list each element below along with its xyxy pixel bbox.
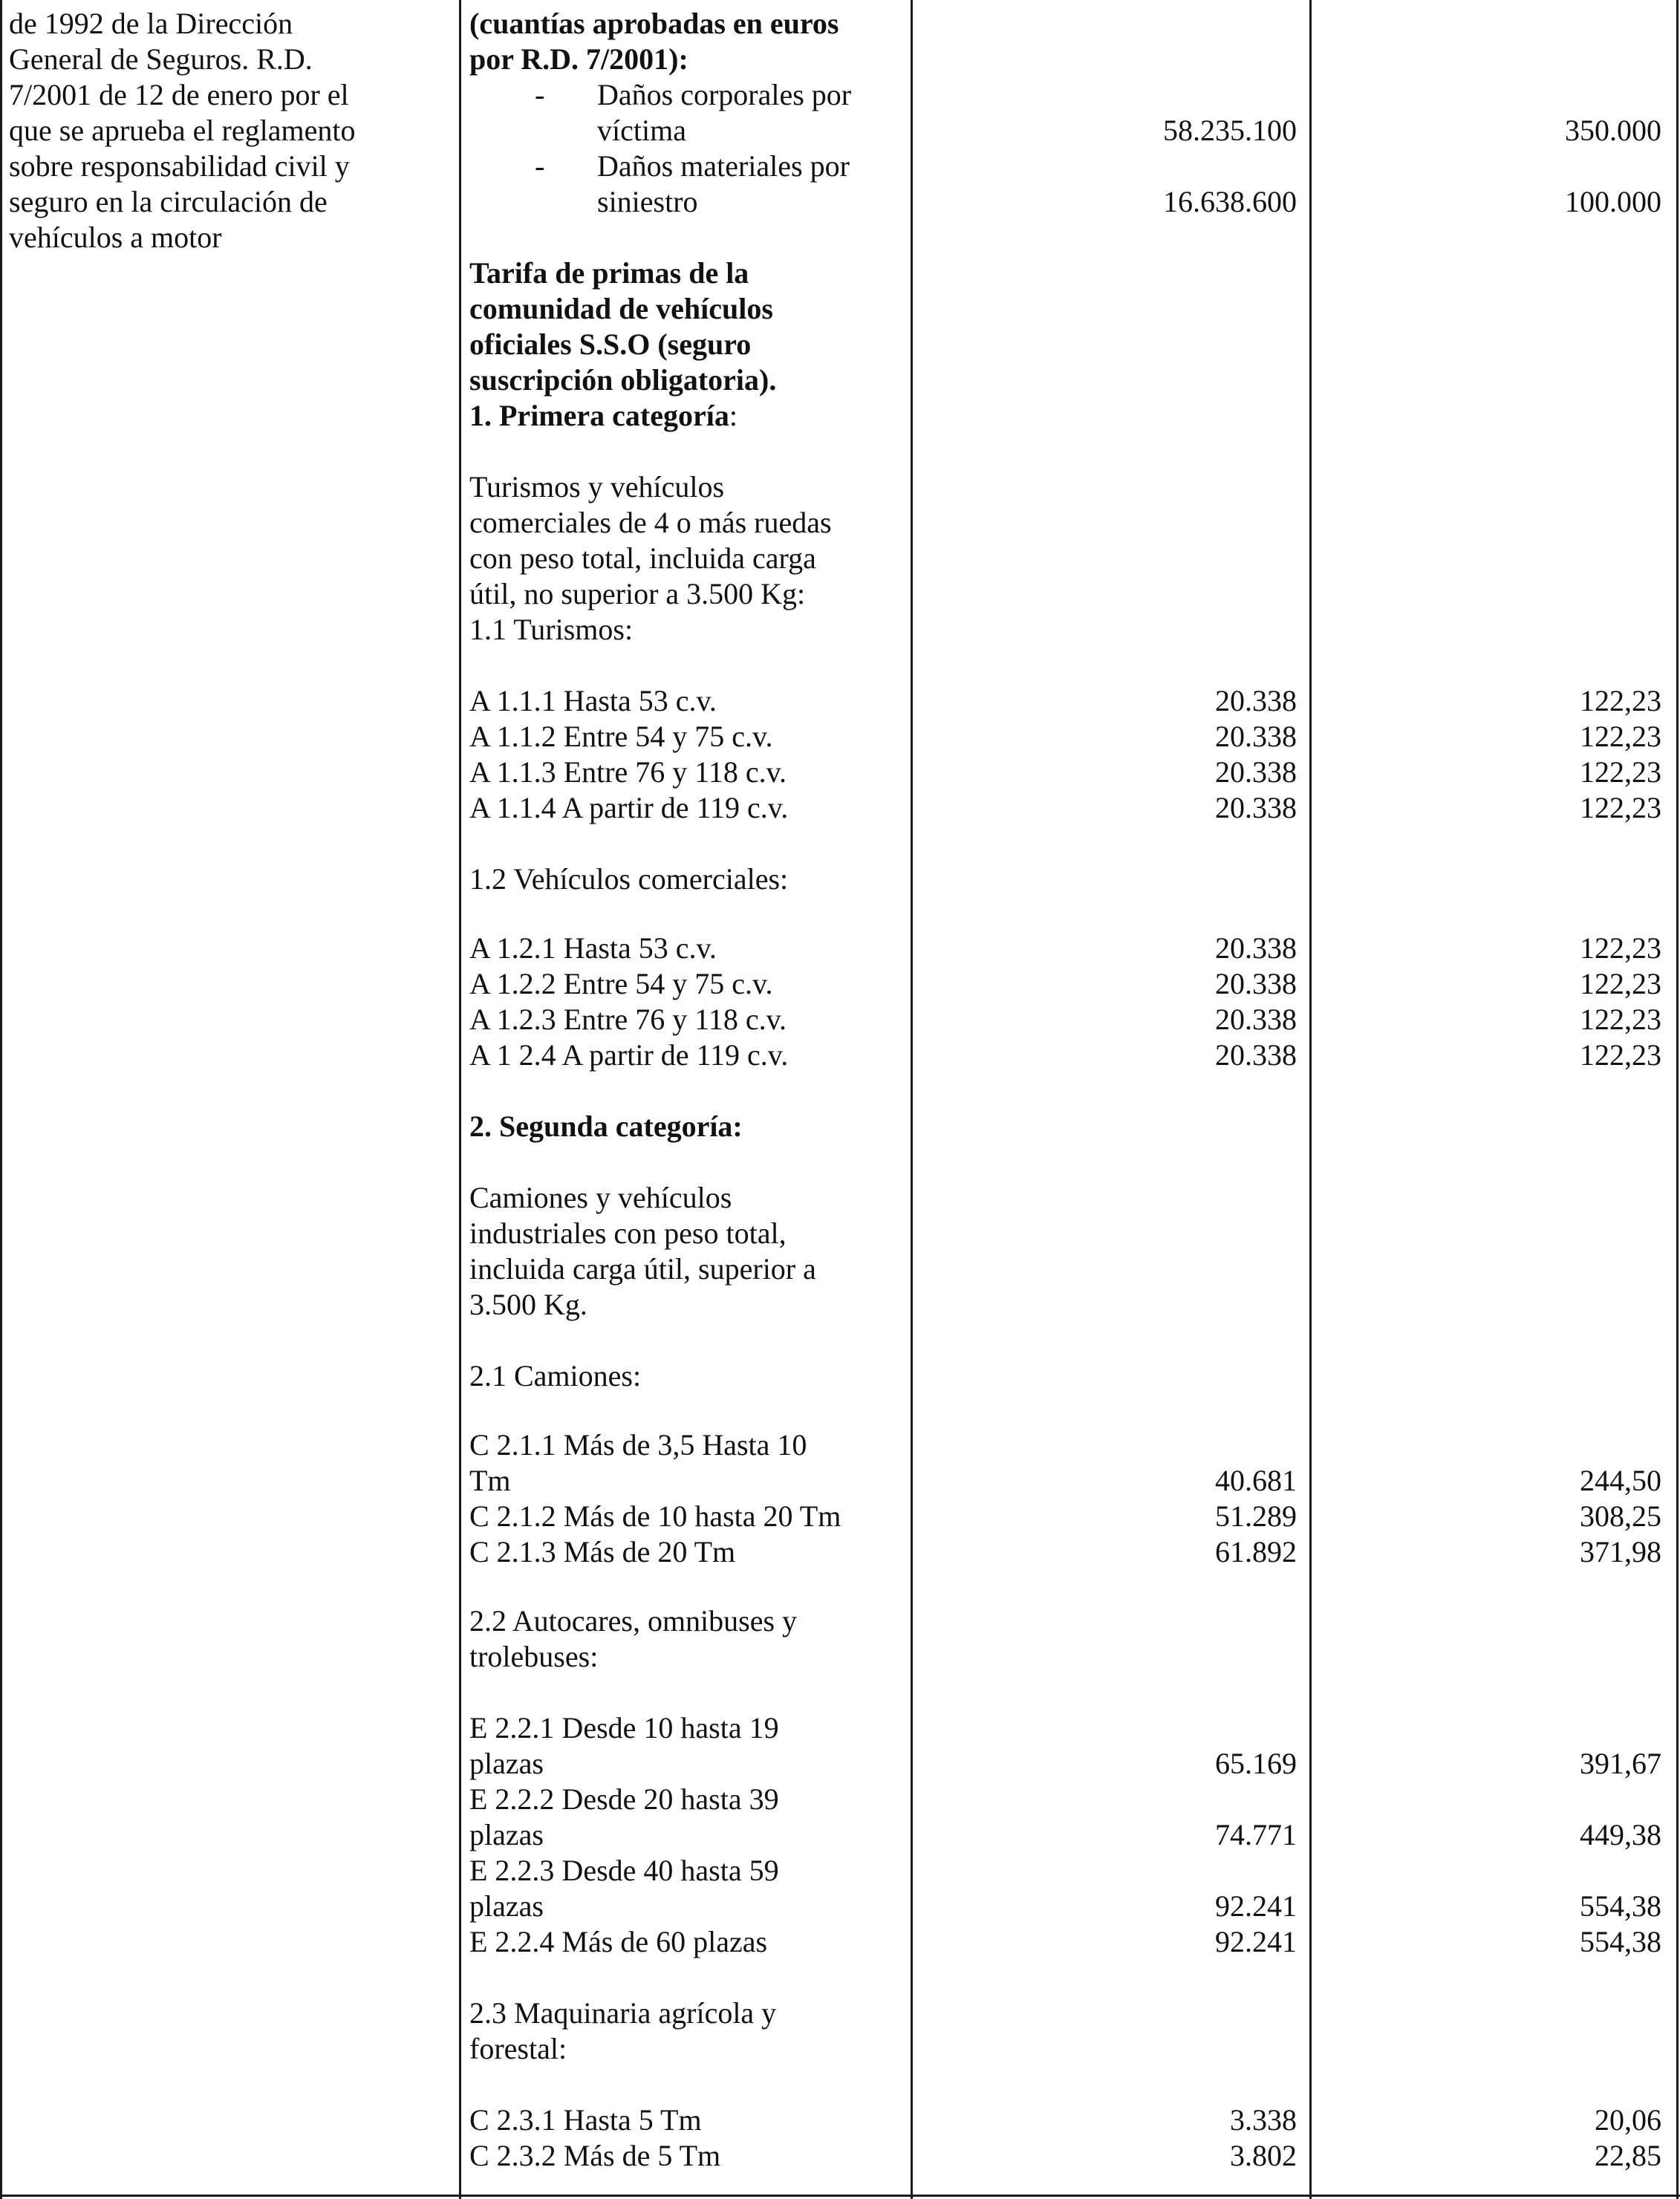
amounts-header: (cuantías aprobadas en euros	[469, 7, 839, 40]
legal-reference-line: sobre responsabilidad civil y	[9, 149, 350, 183]
tariff-title: suscripción obligatoria).	[469, 363, 777, 397]
pesetas-value: 61.892	[1215, 1535, 1297, 1568]
rate-row-label: E 2.2.1 Desde 10 hasta 19	[469, 1711, 779, 1744]
pesetas-value: 20.338	[1215, 1003, 1297, 1036]
pesetas-value: 20.338	[1215, 931, 1297, 965]
euro-value: 449,38	[1580, 1818, 1661, 1851]
euro-value: 391,67	[1580, 1747, 1661, 1780]
euro-value: 122,23	[1580, 791, 1661, 824]
category-description: comerciales de 4 o más ruedas	[469, 506, 832, 539]
pesetas-value: 74.771	[1215, 1818, 1297, 1851]
euro-value: 22,85	[1595, 2139, 1661, 2172]
pesetas-value: 65.169	[1215, 1747, 1297, 1780]
subsection-heading: 2.1 Camiones:	[469, 1359, 642, 1392]
euro-value: 308,25	[1580, 1499, 1661, 1533]
subsection-heading: trolebuses:	[469, 1640, 599, 1673]
column-divider-3	[1309, 0, 1312, 2199]
rate-row-label: E 2.2.2 Desde 20 hasta 39	[469, 1782, 779, 1816]
damage-item-label: Daños corporales por	[597, 78, 852, 111]
euro-value: 122,23	[1580, 1003, 1661, 1036]
rate-row-label: A 1.2.2 Entre 54 y 75 c.v.	[469, 967, 773, 1000]
rate-row-label: plazas	[469, 1747, 544, 1780]
rate-row-label: C 2.3.1 Hasta 5 Tm	[469, 2103, 702, 2137]
category-description: incluida carga útil, superior a	[469, 1252, 816, 1286]
euro-value: 122,23	[1580, 720, 1661, 753]
pesetas-value: 16.638.600	[1163, 185, 1297, 218]
legal-reference-line: de 1992 de la Dirección	[9, 7, 293, 40]
pesetas-value: 20.338	[1215, 791, 1297, 824]
pesetas-value: 20.338	[1215, 967, 1297, 1000]
euro-value: 554,38	[1580, 1925, 1661, 1958]
pesetas-value: 92.241	[1215, 1889, 1297, 1923]
subsection-heading: forestal:	[469, 2032, 567, 2065]
legal-reference-line: que se aprueba el reglamento	[9, 114, 356, 147]
rate-row-label: C 2.3.2 Más de 5 Tm	[469, 2139, 721, 2172]
pesetas-value: 20.338	[1215, 720, 1297, 753]
pesetas-value: 3.338	[1230, 2103, 1297, 2137]
euro-value: 122,23	[1580, 755, 1661, 789]
rate-row-label: A 1 2.4 A partir de 119 c.v.	[469, 1038, 789, 1072]
table-border-right	[1676, 0, 1679, 2199]
rate-row-label: A 1.1.3 Entre 76 y 118 c.v.	[469, 755, 787, 789]
euro-value: 20,06	[1595, 2103, 1661, 2137]
category-description: con peso total, incluida carga	[469, 541, 816, 575]
pesetas-value: 3.802	[1230, 2139, 1297, 2172]
pesetas-value: 92.241	[1215, 1925, 1297, 1958]
pesetas-value: 20.338	[1215, 1038, 1297, 1072]
category-heading: 2. Segunda categoría:	[469, 1110, 743, 1143]
legal-reference-line: General de Seguros. R.D.	[9, 42, 313, 76]
rate-row-label: E 2.2.3 Desde 40 hasta 59	[469, 1854, 779, 1887]
euro-value: 122,23	[1580, 931, 1661, 965]
rate-row-label: E 2.2.4 Más de 60 plazas	[469, 1925, 768, 1958]
rate-row-label: A 1.1.4 A partir de 119 c.v.	[469, 791, 789, 824]
legal-reference-line: vehículos a motor	[9, 221, 222, 254]
euro-value: 122,23	[1580, 1038, 1661, 1072]
category-description: Turismos y vehículos	[469, 470, 725, 504]
euro-value: 244,50	[1580, 1464, 1661, 1497]
pesetas-value: 58.235.100	[1163, 114, 1297, 147]
amounts-header: por R.D. 7/2001):	[469, 42, 688, 76]
rate-row-label: C 2.1.2 Más de 10 hasta 20 Tm	[469, 1499, 841, 1533]
rate-row-label: plazas	[469, 1889, 544, 1923]
table-border-bottom	[0, 2195, 1680, 2197]
rate-row-label: Tm	[469, 1464, 511, 1497]
pesetas-value: 40.681	[1215, 1464, 1297, 1497]
table-border-left	[0, 0, 2, 2199]
euro-value: 554,38	[1580, 1889, 1661, 1923]
damage-item-label: víctima	[597, 114, 686, 147]
legal-reference-line: 7/2001 de 12 de enero por el	[9, 78, 349, 111]
tariff-title: Tarifa de primas de la	[469, 256, 749, 290]
subsection-heading: 2.3 Maquinaria agrícola y	[469, 1996, 777, 2030]
rate-row-label: plazas	[469, 1818, 544, 1851]
tariff-title: comunidad de vehículos	[469, 292, 773, 325]
legal-reference-line: seguro en la circulación de	[9, 185, 328, 218]
category-description: Camiones y vehículos	[469, 1181, 732, 1214]
category-description: industriales con peso total,	[469, 1216, 787, 1250]
euro-value: 100.000	[1565, 185, 1661, 218]
pesetas-value: 20.338	[1215, 684, 1297, 717]
euro-value: 371,98	[1580, 1535, 1661, 1568]
rate-row-label: A 1.2.1 Hasta 53 c.v.	[469, 931, 717, 965]
rate-row-label: A 1.2.3 Entre 76 y 118 c.v.	[469, 1003, 787, 1036]
euro-value: 350.000	[1565, 114, 1661, 147]
category-heading: 1. Primera categoría:	[469, 399, 738, 432]
damage-item-label: siniestro	[597, 185, 698, 218]
rate-row-label: C 2.1.1 Más de 3,5 Hasta 10	[469, 1428, 807, 1462]
euro-value: 122,23	[1580, 684, 1661, 717]
pesetas-value: 51.289	[1215, 1499, 1297, 1533]
tariff-title: oficiales S.S.O (seguro	[469, 328, 752, 361]
category-description: útil, no superior a 3.500 Kg:	[469, 577, 806, 610]
pesetas-value: 20.338	[1215, 755, 1297, 789]
column-divider-2	[911, 0, 913, 2199]
subsection-heading: 2.2 Autocares, omnibuses y	[469, 1604, 798, 1638]
subsection-heading: 1.2 Vehículos comerciales:	[469, 862, 789, 896]
category-description: 3.500 Kg.	[469, 1288, 587, 1321]
rate-row-label: C 2.1.3 Más de 20 Tm	[469, 1535, 736, 1568]
euro-value: 122,23	[1580, 967, 1661, 1000]
damage-item-label: Daños materiales por	[597, 149, 850, 183]
subsection-heading: 1.1 Turismos:	[469, 613, 634, 646]
rate-row-label: A 1.1.1 Hasta 53 c.v.	[469, 684, 717, 717]
column-divider-1	[459, 0, 461, 2199]
document-page: de 1992 de la Dirección General de Seguros. R.D. 7/2001 de 12 de enero por el que se aprueba el reglamento sobre responsabilidad civil y seguro en la circulación de vehículos a motor (cuantías aprobadas en euros por R.D. 7/2001): - Daños corporales por víctima - Daños materiales por siniestro Tarifa de primas de la comunidad de vehículos oficiales S.S.O (seguro suscripción obligatoria). 1. Primera categoría: Turismos y vehículos comerciales de 4 o más ruedas con peso total, incluida carga útil, no superior a 3.500 Kg: 1.1 Turismos: A 1.1.1 Hasta 53 c.v. A 1.1.2 Entre 54 y 75 c.v. A 1.1.3 Entre 76 y 118 c.v. A 1.1.4 A partir de 119 c.v. 1.2 Vehículos comerciales: A 1.2.1 Hasta 53 c.v. A 1.2.2 Entre 54 y 75 c.v. A 1.2.3 Entre 76 y 118 c.v. A 1 2.4 A partir de 119 c.v. 2. Segunda categoría: Camiones y vehículos industriales con peso total, incluida carga útil, superior a 3.500 Kg. 2.1 Camiones: C 2.1.1 Más de 3,5 Hasta 10 Tm C 2.1.2 Más de 10 hasta 20 Tm C 2.1.3 Más de 20 Tm 2.2 Autocares, omnibuses y trolebuses: E 2.2.1 Desde 10 hasta 19 plazas E 2.2.2 Desde 20 hasta 39 plazas E 2.2.3 Desde 40 hasta 59 plazas E 2.2.4 Más de 60 plazas 2.3 Maquinaria agrícola y forestal: C 2.3.1 Hasta 5 Tm C 2.3.2 Más de 5 Tm 58.235.100 16.638.600 20.338 20.338 20.338 20.338 20.338 20.338 20.338 20.338 40.681 51.289 61.892 65.169 74.771 92.241 92.241 3.338 3.802 350.000 100.000 122,23 122,23 122,23 122,23 122,23 122,23 122,23 122,23 244,50 308,25 371,98 391,67 449,38 554,38 554,38 20,06 22,85	[0, 0, 1680, 2199]
rate-row-label: A 1.1.2 Entre 54 y 75 c.v.	[469, 720, 773, 753]
